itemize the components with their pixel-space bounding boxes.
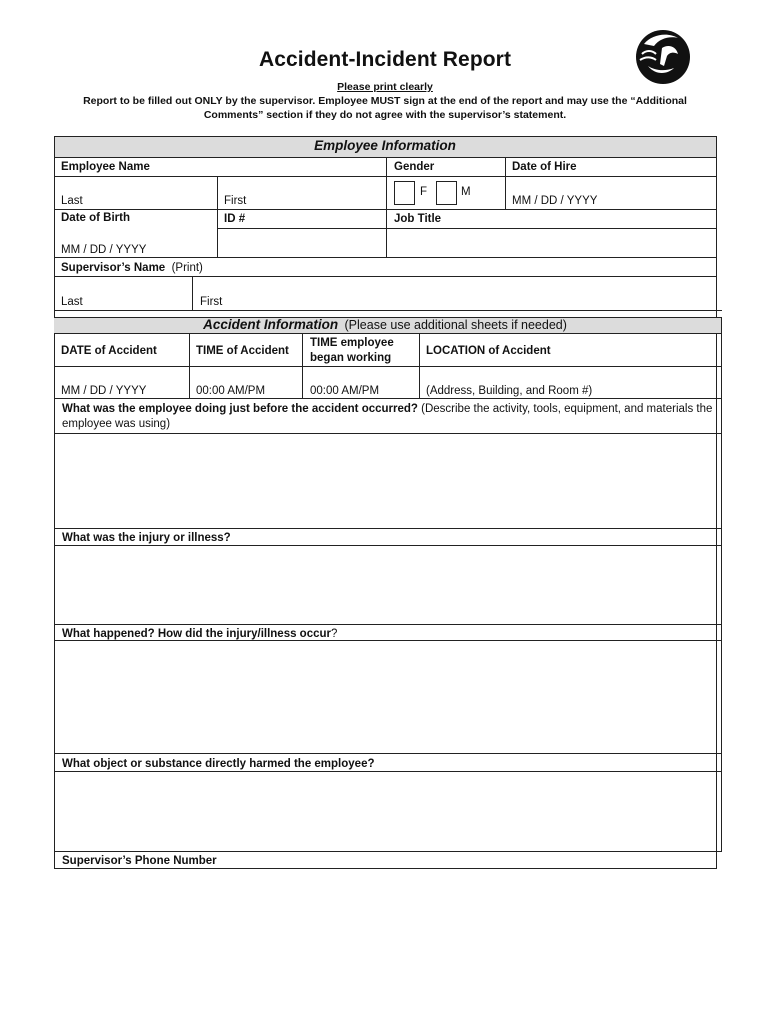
question-employee-activity: [62, 402, 712, 416]
gender-m-checkbox[interactable]: [436, 181, 457, 205]
employee-first-name-field[interactable]: First: [224, 195, 247, 207]
accident-info-note: (Please use additional sheets if needed): [344, 318, 567, 332]
date-of-birth-field[interactable]: MM / DD / YYYY: [61, 244, 147, 256]
hire-date-field[interactable]: MM / DD / YYYY: [512, 195, 598, 207]
question-employee-activity-rest: (Describe the activity, tools, equipment, and materials the: [417, 403, 713, 415]
location-of-accident-label: LOCATION of Accident: [426, 345, 551, 357]
time-began-label-line2: began working: [310, 352, 392, 364]
what-happened-answer-area[interactable]: [55, 641, 715, 753]
supervisor-phone-field[interactable]: [215, 852, 715, 868]
employee-name-label: Employee Name: [61, 161, 150, 173]
job-title-label: Job Title: [394, 213, 442, 225]
date-of-hire-label: Date of Hire: [512, 161, 577, 173]
question-employee-activity-line2: employee was using): [62, 418, 171, 430]
time-of-accident-label: TIME of Accident: [196, 345, 289, 357]
accident-location-field[interactable]: (Address, Building, and Room #): [426, 385, 593, 397]
question-employee-activity-bold: What was the employee doing just before the accident occurred?: [62, 403, 418, 415]
instructions-line-1: Report to be filled out ONLY by the supervisor. Employee MUST sign at the end of the report and may use the “Additional: [83, 95, 687, 107]
accident-date-field[interactable]: MM / DD / YYYY: [61, 385, 147, 397]
gender-label: Gender: [394, 161, 435, 173]
accident-info-header: [54, 318, 716, 333]
gender-m-label: M: [461, 186, 471, 198]
gender-f-checkbox[interactable]: [394, 181, 415, 205]
supervisor-name-label-text: Supervisor’s Name: [61, 262, 166, 274]
question-what-happened-bold: What happened? How did the injury/illness occur: [62, 628, 331, 640]
employee-activity-answer-area[interactable]: [55, 434, 715, 528]
instructions-line-2: Comments” section if they do not agree with the supervisor’s statement.: [203, 109, 567, 121]
supervisor-phone-label: Supervisor’s Phone Number: [62, 855, 217, 867]
supervisor-last-name-field[interactable]: Last: [61, 296, 83, 308]
employee-last-name-field[interactable]: Last: [61, 195, 83, 207]
accident-info-title: Accident Information: [203, 317, 339, 332]
question-injury-illness: What was the injury or illness?: [62, 532, 231, 544]
question-what-happened: [62, 627, 337, 641]
supervisor-name-label: [61, 261, 203, 275]
time-began-field[interactable]: 00:00 AM/PM: [310, 385, 380, 397]
print-note: Please print clearly: [337, 81, 433, 93]
supervisor-first-name-field[interactable]: First: [200, 296, 223, 308]
question-harmful-object: What object or substance directly harmed the employee?: [62, 758, 375, 770]
date-of-accident-label: DATE of Accident: [61, 345, 157, 357]
supervisor-name-hint: (Print): [171, 262, 203, 274]
page-title: Accident-Incident Report: [258, 48, 512, 71]
accident-time-field[interactable]: 00:00 AM/PM: [196, 385, 266, 397]
time-began-label-line1: TIME employee: [310, 337, 394, 349]
id-label: ID #: [224, 213, 246, 225]
question-what-happened-end: ?: [331, 628, 338, 640]
pegasus-logo-icon: [634, 26, 692, 86]
date-of-birth-label: Date of Birth: [61, 212, 130, 224]
injury-illness-answer-area[interactable]: [55, 546, 715, 624]
employee-info-title: Employee Information: [314, 138, 456, 153]
gender-f-label: F: [420, 186, 428, 198]
harmful-object-answer-area[interactable]: [55, 772, 715, 850]
